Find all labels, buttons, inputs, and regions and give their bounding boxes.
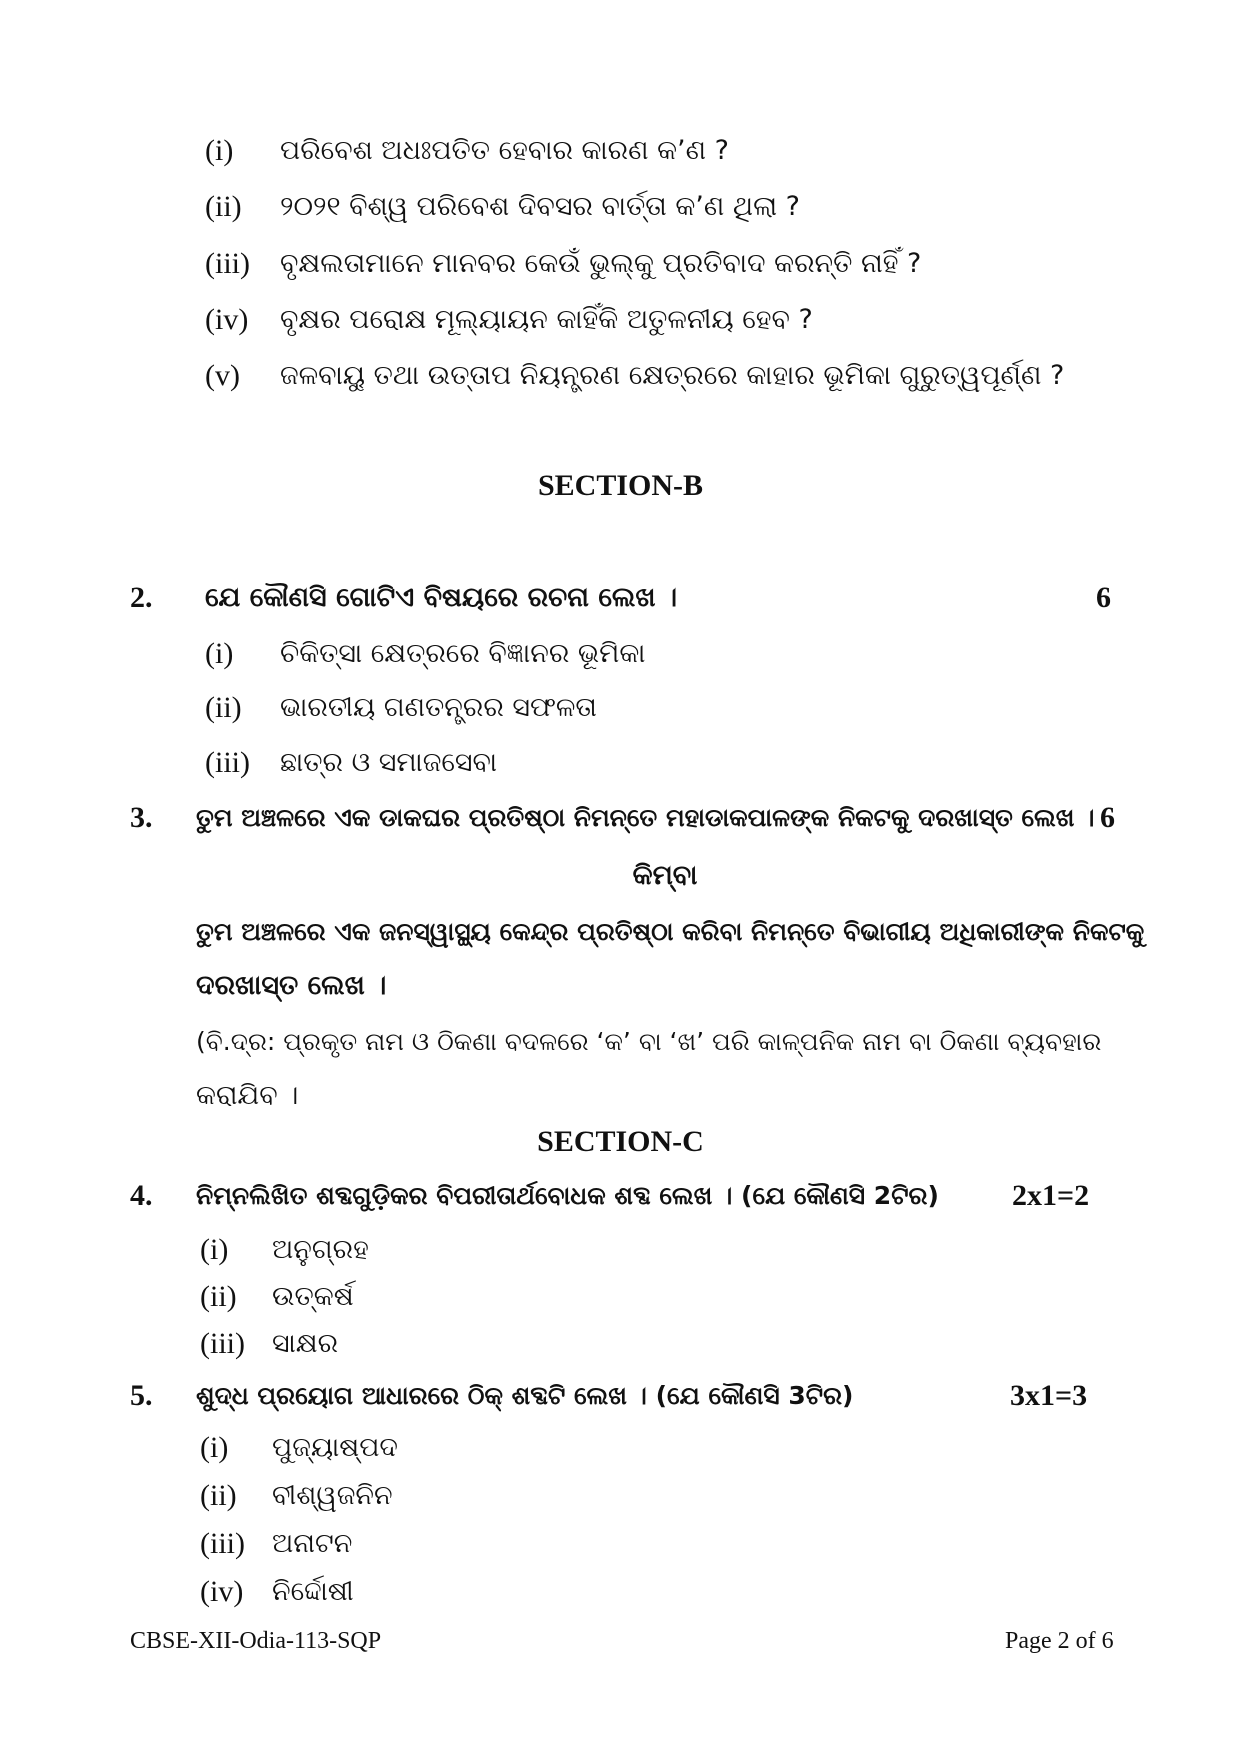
q2-marks: 6 <box>1096 581 1111 614</box>
q4-item-3-num: (iii) <box>200 1327 245 1360</box>
q1-item-2-text: ୨୦୨୧ ବିଶ୍ୱ ପରିବେଶ ଦିବସର ବାର୍ତ୍ତା କ’ଣ ଥିଲା ? <box>280 191 800 222</box>
q1-item-4-num: (iv) <box>205 303 249 336</box>
q4-item-1-text: ଅନୁଗ୍ରହ <box>272 1234 369 1265</box>
q5-marks: 3x1=3 <box>1010 1379 1088 1412</box>
q5-item-3-text: ଅନାଟନ <box>272 1528 353 1559</box>
section-c-heading: SECTION-C <box>537 1125 704 1158</box>
q3-note-line-2: କରାଯିବ । <box>196 1080 299 1111</box>
footer-paper-code: CBSE-XII-Odia-113-SQP <box>130 1628 382 1654</box>
q3-marks: 6 <box>1100 801 1115 834</box>
q2-item-3-num: (iii) <box>205 746 250 779</box>
q3-alt-line-2: ଦରଖାସ୍ତ ଲେଖ । <box>196 970 387 1001</box>
q4-item-2-num: (ii) <box>200 1280 237 1313</box>
q2-item-3-text: ଛାତ୍ର ଓ ସମାଜସେବା <box>280 747 498 778</box>
q4-number: 4. <box>130 1179 153 1212</box>
q5-item-4-num: (iv) <box>200 1575 244 1608</box>
q5-item-2-text: ବୀଶ୍ୱଜନିନ <box>272 1480 393 1511</box>
q5-item-3-num: (iii) <box>200 1527 245 1560</box>
q4-marks: 2x1=2 <box>1012 1179 1090 1212</box>
q5-item-2-num: (ii) <box>200 1479 237 1512</box>
q1-item-1-text: ପରିବେଶ ଅଧଃପତିତ ହେବାର କାରଣ କ’ଣ ? <box>280 135 729 166</box>
q2-item-2-text: ଭାରତୀୟ ଗଣତନ୍ତ୍ରର ସଫଳତା <box>280 692 597 723</box>
q2-item-1-text: ଚିକିତ୍ସା କ୍ଷେତ୍ରରେ ବିଜ୍ଞାନର ଭୂମିକା <box>280 638 646 669</box>
q1-item-2-num: (ii) <box>205 190 242 223</box>
q5-item-4-text: ନିର୍ଦ୍ଦୋଷୀ <box>272 1576 354 1607</box>
q1-item-5-num: (v) <box>205 359 240 392</box>
q2-item-2-num: (ii) <box>205 691 242 724</box>
q3-number: 3. <box>130 801 153 834</box>
q2-number: 2. <box>130 581 153 614</box>
q3-text: ତୁମ ଅଞ୍ଚଳରେ ଏକ ଡାକଘର ପ୍ରତିଷ୍ଠା ନିମନ୍ତେ ମହାଡାକପାଳଙ୍କ ନିକଟକୁ ଦରଖାସ୍ତ ଲେଖ । <box>196 803 1095 832</box>
q5-item-1-text: ପୁଜ୍ୟାଷ୍ପଦ <box>272 1432 398 1463</box>
footer-page-number: Page 2 of 6 <box>1005 1628 1114 1654</box>
q1-item-4-text: ବୃକ୍ଷର ପରୋକ୍ଷ ମୂଲ୍ୟାୟନ କାହିଁକି ଅତୁଳନୀୟ ହେବ ? <box>280 304 813 335</box>
q3-note-line-1: (ବି.ଦ୍ର: ପ୍ରକୃତ ନାମ ଓ ଠିକଣା ବଦଳରେ ‘କ’ ବା ‘ଖ’ ପରି କାଳ୍ପନିକ ନାମ ବା ଠିକଣା ବ୍ୟବହାର <box>196 1027 1102 1056</box>
q2-text: ଯେ କୌଣସି ଗୋଟିଏ ବିଷୟରେ ରଚନା ଲେଖ । <box>205 582 678 613</box>
q5-number: 5. <box>130 1379 153 1412</box>
q1-item-1-num: (i) <box>205 134 234 167</box>
q5-text: ଶୁଦ୍ଧ ପ୍ରୟୋଗ ଆଧାରରେ ଠିକ୍ ଶବ୍ଦଟି ଲେଖ । (ଯେ କୌଣସି 3ଟିର) <box>196 1381 854 1410</box>
q1-item-5-text: ଜଳବାୟୁ ତଥା ଉତ୍ତାପ ନିୟନ୍ତ୍ରଣ କ୍ଷେତ୍ରରେ କାହାର ଭୂମିକା ଗୁରୁତ୍ୱପୂର୍ଣ୍ଣ ? <box>280 360 1065 391</box>
q5-item-1-num: (i) <box>200 1431 229 1464</box>
q3-or-label: କିମ୍ବା <box>632 860 698 891</box>
q4-item-1-num: (i) <box>200 1233 229 1266</box>
q2-item-1-num: (i) <box>205 637 234 670</box>
q4-item-3-text: ସାକ୍ଷର <box>272 1328 339 1359</box>
q3-alt-line-1: ତୁମ ଅଞ୍ଚଳରେ ଏକ ଜନସ୍ୱାସ୍ଥ୍ୟ କେନ୍ଦ୍ର ପ୍ରତିଷ୍ଠା କରିବା ନିମନ୍ତେ ବିଭାଗୀୟ ଅଧିକାରୀଙ୍କ ନିକଟକୁ <box>196 917 1145 946</box>
q4-text: ନିମ୍ନଲିଖିତ ଶବ୍ଦଗୁଡ଼ିକର ବିପରୀତାର୍ଥବୋଧକ ଶବ୍ଦ ଲେଖ । (ଯେ କୌଣସି 2ଟିର) <box>196 1181 939 1210</box>
q4-item-2-text: ଉତ୍କର୍ଷ <box>272 1281 354 1312</box>
q1-item-3-text: ବୃକ୍ଷଲତାମାନେ ମାନବର କେଉଁ ଭୁଲ୍‌କୁ ପ୍ରତିବାଦ କରନ୍ତି ନାହିଁ ? <box>280 248 922 279</box>
section-b-heading: SECTION-B <box>537 469 704 502</box>
q1-item-3-num: (iii) <box>205 247 250 280</box>
